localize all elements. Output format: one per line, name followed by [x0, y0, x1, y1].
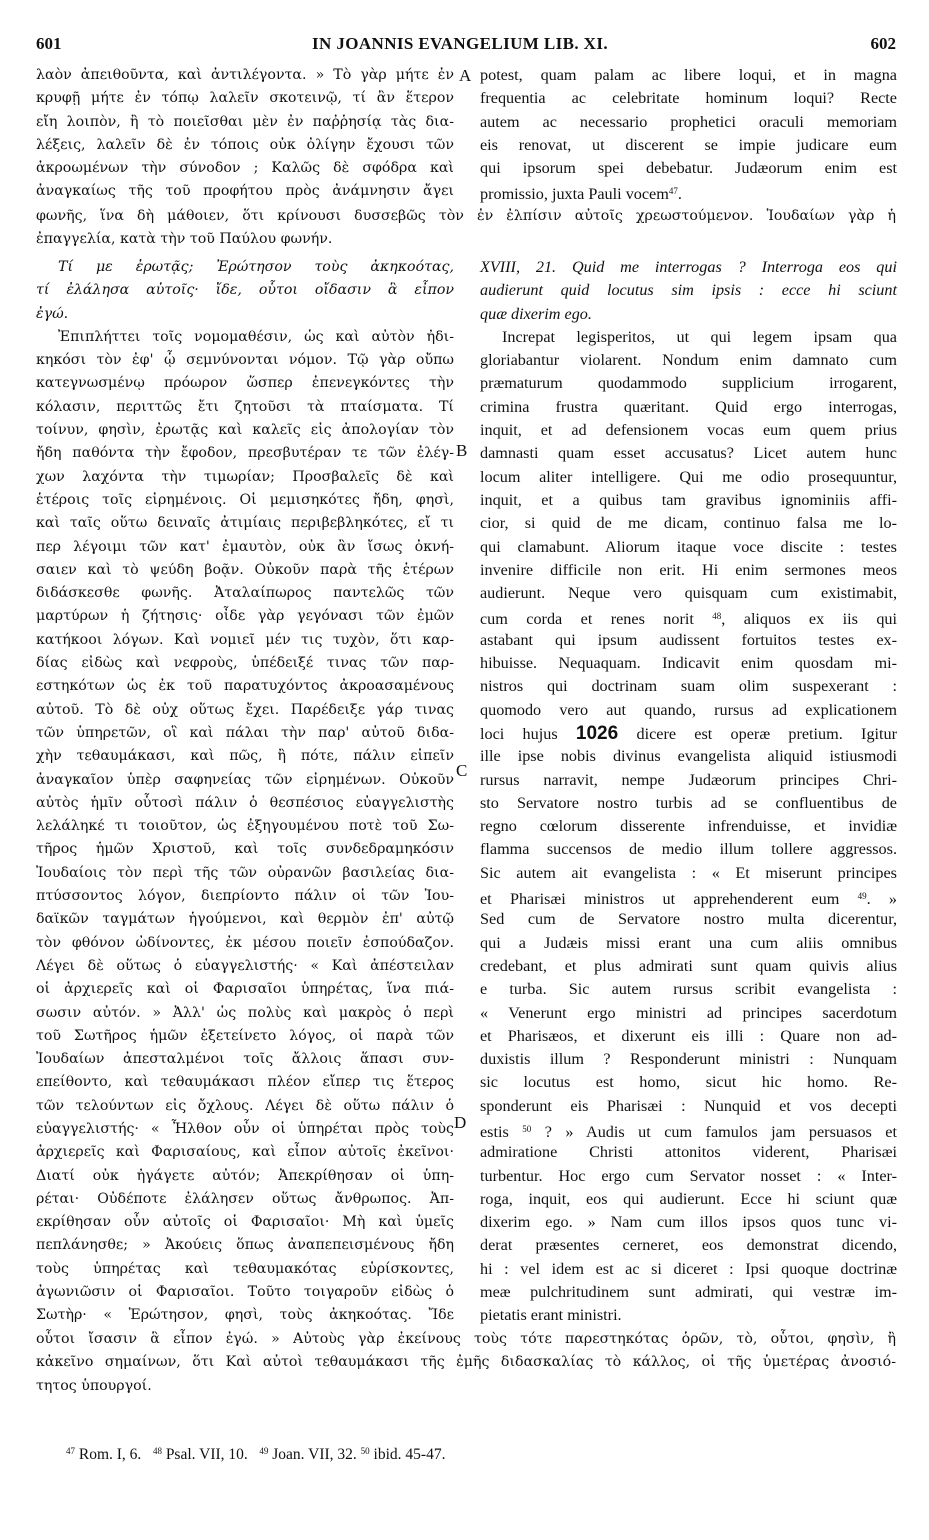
page-number-right: 602 — [870, 34, 896, 53]
latin-line — [480, 605, 897, 628]
latin-text: , aliquos ex iis qui — [721, 610, 898, 629]
greek-line: εὐαγγελιστής· « Ἦλθον οὖν οἱ ὑπηρέται πρὸς τοὺς — [36, 1120, 454, 1137]
footnote-text: ibid. 45-47. — [373, 1446, 446, 1463]
latin-line: rursus narravit, nempe Judæorum principes Chri- — [480, 770, 897, 789]
page-number-left: 601 — [36, 34, 62, 53]
greek-line: πτύσσοντος λόγον, διεπρίοντο πάλιν οἱ τῶν Ἰου- — [36, 888, 454, 905]
latin-line: sto Servatore nostro turbis ad se confluentibus de — [480, 793, 897, 812]
greek-line: φωνῆς, ἵνα δὴ μάθοιεν, ὅτι κρίνουσι δυσσεβῶς τὸν ἐν ἐλπίσιν αὐτοῖς χρεωστούμενον. Ἰουδαίων γὰρ ἡ — [36, 208, 896, 224]
greek-line: λελάληκέ τι τοιοῦτον, ὡς ἐξηγουμένου ποτὲ τοῦ Σω- — [36, 818, 454, 835]
column-number: 1026 — [575, 722, 619, 744]
greek-line: πεπλάνησθε; » Ἀκούεις ὅπως ἀναπεπεισμένους ἤδη — [36, 1237, 454, 1254]
latin-line: qui ipsorum spei debebatur. Judæorum enim est — [480, 159, 897, 178]
latin-lemma: quæ dixerim ego. — [480, 304, 592, 323]
greek-line: τοὺς ὑπηρέτας καὶ τεθαυμακότας εὑρίσκοντες, — [36, 1260, 454, 1277]
greek-line: ἀκροωμένων τὴν σύνοδον ; Καλῶς δὲ σφόδρα καὶ — [36, 160, 454, 177]
greek-line: σαιεν καὶ τὸ ψεύδη βοᾷν. Οὐκοῦν παρὰ τῆς ἑτέρων — [36, 561, 454, 578]
greek-line: αὐτὸς ἡμῖν οὗτοσὶ πάλιν ὁ θεσπέσιος εὐαγγελιστὴς — [36, 794, 454, 811]
greek-line: λέξεις, λαλεῖν δὲ ἐν τόποις οὐκ ὀλίγην ἔχουσι τῶν — [36, 136, 454, 153]
greek-lemma: τί ἐλάλησα αὐτοῖς· ἴδε, οὗτοι οἴδασιν ἃ εἶπον — [36, 282, 454, 299]
latin-text: . » — [866, 890, 898, 909]
greek-line: εἴη λοιπὸν, ἢ τὸ ποιεῖσθαι μὲν ἐν παῤῥησίᾳ τὰς δια- — [36, 113, 454, 130]
greek-line: περ λέγοιμι τῶν κατ' ἐμαυτὸν, οὐκ ἂν ἴσως ὀκνή- — [36, 538, 454, 555]
latin-line: qui a Judæis missi erant una cum aliis omnibus — [480, 933, 897, 952]
latin-line: regno cœlorum disserente infrenduisse, et invidiæ — [480, 817, 897, 836]
latin-text: estis — [480, 1122, 509, 1141]
latin-text: dicere est operæ pretium. Igitur — [636, 724, 898, 743]
latin-line: inquit, et a quibus tam gravibus ignominiis affi- — [480, 490, 897, 509]
greek-line: Ἰουδαίων ἀπεσταλμένοι τοῖς ἄλλοις ἅπασι συν- — [36, 1051, 454, 1068]
latin-line: roga, inquit, eos qui audierunt. Ecce hi sciunt quæ — [480, 1189, 897, 1208]
greek-lemma: ἐγώ. — [36, 305, 69, 322]
greek-line: οἱ ἀρχιερεῖς καὶ οἱ Φαρισαῖοι ὑπηρέτας, ἵνα πιά- — [36, 981, 454, 998]
greek-line: κρυφῇ μήτε ἐν τόπῳ λαλεῖν σκοτεινῷ, τί ἂν ἕτερον — [36, 90, 454, 107]
latin-line: hibuisse. Nequaquam. Indicavit enim quosdam mi- — [480, 654, 897, 673]
greek-line: εστηκότων ὡς ἐκ τοῦ παρατυχόντος ἀκροασαμένους — [36, 678, 454, 695]
latin-line: præmaturum quodammodo supplicium irrogarent, — [480, 374, 897, 393]
latin-line: e turba. Sic autem rursus scribit evangelista : — [480, 980, 897, 999]
greek-line: λαὸν ἀπειθοῦντα, καὶ ἀντιλέγοντα. » Τὸ γὰρ μήτε ἐν — [36, 67, 454, 83]
latin-line — [480, 1118, 897, 1141]
latin-line: sponderunt eis Pharisæi : Nunquid et vos decepti — [480, 1096, 897, 1115]
footnote-text: Joan. VII, 32. — [272, 1446, 357, 1463]
latin-line: Increpat legisperitos, ut qui legem ipsam qua — [502, 327, 897, 346]
greek-line: ἐπαγγελία, κατὰ τὴν τοῦ Παύλου φωνήν. — [36, 231, 333, 248]
greek-column-top — [36, 64, 454, 204]
greek-line: ἀναγκαίως τῆς τοῦ προφήτου πρὸς ἀνάμνησιν ἄγει — [36, 183, 454, 200]
latin-line: audierunt. Neque vero quisquam cum existimabit, — [480, 584, 897, 603]
greek-line: τοῦ Σωτῆρος ἡμῶν ἐξετείνετο λόγος, οἱ παρὰ τῶν — [36, 1027, 454, 1044]
latin-line: astabant qui ipsum audissent fortuitos testes ex- — [480, 630, 897, 649]
greek-line: κατήκοοι λόγων. Καὶ νομιεῖ μέν τις τυχὸν, ὅτι καρ- — [36, 631, 454, 648]
margin-marker-c: C — [456, 761, 468, 780]
latin-line: admiratione Christi attonitos viderent, Pharisæi — [480, 1143, 897, 1162]
latin-text: et Pharisæi ministros ut apprehenderent eum — [480, 890, 840, 909]
greek-line: καὶ ταῖς οὕτω δειναῖς ἀτιμίαις περιβεβληκότες, εἴ τι — [36, 515, 454, 532]
latin-line: ille ipse nobis divinus evangelista aliquid istiusmodi — [480, 747, 897, 766]
latin-line: meæ pulchritudinem sunt admirati, qui vestræ im- — [480, 1283, 897, 1302]
greek-line: ρέται· Οὐδέποτε ἐλάλησεν οὕτως ἄνθρωπος. Ἀπ- — [36, 1190, 454, 1207]
latin-line: nistros qui doctrinam suam olim suspexerant : — [480, 677, 897, 696]
latin-lemma: audierunt quid locutus sim ipsis : ecce hi sciunt — [480, 281, 897, 300]
latin-line: frequentia ac celebritate hominum loqui? Recte — [480, 89, 897, 108]
greek-line: τῶν τελούντων εἰς ὄχλους. Λέγει δὲ οὕτω πάλιν ὁ — [36, 1097, 454, 1114]
latin-line: inquit, et ad defensionem vocas eum quem prius — [480, 421, 897, 440]
greek-line: σωσιν αὐτόν. » Ἀλλ' ὡς πολὺς καὶ μακρὸς ὁ περὶ — [36, 1004, 454, 1021]
greek-line: Ἐπιπλήττει τοῖς νομομαθέσιν, ὡς καὶ αὐτὸν ἠδι- — [58, 328, 454, 345]
greek-line: κόλασιν, περιττῶς ἔτι ζητοῦσι τὰ πταίσματα. Τί — [36, 398, 454, 415]
latin-line: dixerim ego. » Nam cum illos ipsos quos tunc vi- — [480, 1213, 897, 1232]
greek-line: κηκόσι τὸν ἐφ' ᾧ σεμνύνονται νόμον. Τῷ γὰρ οὔπω — [36, 352, 454, 369]
greek-line: δαϊκῶν ταγμάτων ἡγούμενοι, καὶ θερμὸν ἐπ' αὐτῷ — [36, 911, 454, 928]
greek-line: δίας εἰδὼς καὶ νεφροὺς, ὑπέδειξέ τινας τῶν παρ- — [36, 655, 454, 672]
latin-line: Sic autem ait evangelista : « Et miserunt principes — [480, 863, 897, 882]
latin-line: autem ac necessario prophetici oraculi memoriam — [480, 112, 897, 131]
latin-line: crimina frustra quæritant. Quid ergo interrogas, — [480, 397, 897, 416]
latin-column-main — [480, 256, 897, 1328]
margin-marker-a: A — [459, 66, 472, 85]
running-title: IN JOANNIS EVANGELIUM LIB. XI. — [312, 34, 609, 53]
greek-line: επείθοντο, καὶ τεθαυμάκασι πλέον εἴπερ τις ἕτερος — [36, 1074, 454, 1091]
greek-line: χὴν τεθαυμάκασι, καὶ πῶς, ἢ πότε, πάλιν εἰπεῖν — [36, 748, 454, 765]
footnote-number: 50 — [360, 1446, 370, 1456]
greek-line: εκρίθησαν οὖν αὐτοῖς οἱ Φαρισαῖοι· Μὴ καὶ ὑμεῖς — [36, 1214, 454, 1231]
footnotes — [66, 1446, 866, 1472]
latin-line: flamma succensos de medio illum tollere aggressos. — [480, 840, 897, 859]
greek-line: αὐτοῦ. Τὸ δὲ οὐχ οὕτως ἔχει. Παρέδειξε γάρ τινας — [36, 701, 454, 718]
latin-line: hi : vel idem est ac si diceret : Ipsi quoque doctrinæ — [480, 1259, 897, 1278]
latin-line: sic locutus est homo, sicut hic homo. Re- — [480, 1073, 897, 1092]
latin-lemma: XVIII, 21. Quid me interrogas ? Interroga eos qui — [480, 258, 897, 276]
greek-line: κἀκεῖνο σημαίνων, ὅτι Καὶ αὐτοὶ τεθαυμάκασι τῆς ἐμῆς διδασκαλίας τὸ κάλλος, οἱ τῆς ὑμετέρας ἀνοσιό- — [36, 1354, 896, 1371]
greek-line: ἤδη παθόντα τὴν ἔφοδον, πρεσβυτέραν τε τῶν ἐλέγ- — [36, 445, 454, 462]
latin-column-top — [480, 64, 897, 204]
latin-line: credebant, et plus admirati sunt quam quivis alius — [480, 956, 897, 975]
latin-line: « Venerunt ergo ministri ad principes sacerdotum — [480, 1003, 897, 1022]
greek-line: Ἰουδαίοις τὸν περὶ τῆς τῶν οὐρανῶν βασιλείας δια- — [36, 864, 454, 881]
latin-line: gloriabantur violarent. Nondum enim damnato cum — [480, 351, 897, 370]
margin-marker-b: B — [456, 441, 468, 460]
greek-line: κατεγνωσμένῳ πρόωρον ὥσπερ ἐπενεγκόντες τὴν — [36, 375, 454, 392]
footnote-number: 47 — [66, 1446, 75, 1456]
greek-line: μαρτύρων ἡ ζήτησις· οἶδε γὰρ γεγόνασι τῶν ἐμῶν — [36, 608, 454, 625]
latin-line: promissio, juxta Pauli vocem$^{47}$. — [480, 185, 682, 204]
latin-line: eis renovat, ut discerent se impie judicare eum — [480, 135, 897, 154]
footnote-text: Psal. VII, 10. — [165, 1446, 248, 1463]
latin-line — [480, 722, 897, 745]
greek-line: Σωτὴρ· « Ἐρώτησον, φησὶ, τοὺς ἀκηκοότας. Ἴδε — [36, 1307, 454, 1324]
greek-fullwidth-1 — [36, 205, 896, 252]
latin-text: ? » Audis ut cum famulos jam persuasos et — [531, 1122, 897, 1141]
margin-marker-d: D — [454, 1113, 467, 1132]
footnote-ref: 47 — [668, 186, 678, 197]
latin-text: loci hujus — [480, 724, 558, 743]
latin-line: qui clamabunt. Aliorum itaque voce discite : testes — [480, 537, 897, 556]
latin-text: promissio, juxta Pauli vocem — [480, 185, 669, 204]
greek-line: τῶν ὑπηρετῶν, οἳ καὶ πάλαι τὴν παρ' αὐτοῦ διδα- — [36, 724, 454, 741]
greek-line: οὗτοι ἴσασιν ἃ εἶπον ἐγώ. » Αὐτοὺς γὰρ ἐκείνους τοὺς τότε παρεστηκότας ὁρῶν, τὸ, οὗτοι, φησὶν, ἢ — [36, 1331, 896, 1347]
latin-text: cum corda et renes norit — [480, 610, 694, 629]
greek-fullwidth-2 — [36, 1328, 896, 1398]
latin-line: cior, si quid de me dicam, continuo falsa me lo- — [480, 514, 897, 533]
latin-line: derat præsentes cerneret, eos demonstrat dicendo, — [480, 1236, 897, 1255]
latin-line: quomodo vero aut quando, rursus ad explicationem — [480, 700, 897, 719]
greek-line: ἀρχιερεῖς καὶ Φαρισαίους, καὶ εἶπον αὐτοῖς ἐκεῖνοι· — [36, 1144, 454, 1161]
latin-line: locum aliter intelligere. Qui me odio prosequuntur, — [480, 467, 897, 486]
greek-line: χων λαχόντα τὴν τιμωρίαν; Προσβαλεῖς δὲ καὶ — [36, 468, 454, 485]
latin-line: turbentur. Hoc ergo cum Servator nosset : « Inter- — [480, 1166, 897, 1185]
latin-line: et Pharisæos, et dixerunt eis illi : Quare non ad- — [480, 1026, 897, 1045]
greek-line: τῆρος ἡμῶν Χριστοῦ, καὶ τοῖς συνδεδραμηκόσιν — [36, 841, 454, 858]
greek-line: τὸν φθόνον ὠδίνοντες, ἐκ μέσου ποιεῖν ἐσπούδαζον. — [36, 934, 454, 951]
footnote-ref: 50 — [522, 1123, 532, 1134]
greek-line: Διατί οὐκ ἠγάγετε αὐτόν; Ἀπεκρίθησαν οἱ ὑπη- — [36, 1167, 454, 1184]
greek-line: Λέγει δὲ οὕτως ὁ εὐαγγελιστής· « Καὶ ἀπέστειλαν — [36, 957, 454, 974]
greek-lemma: Τί με ἐρωτᾷς; Ἐρώτησον τοὺς ἀκηκοότας, — [58, 259, 454, 275]
footnote-ref: 49 — [857, 891, 867, 902]
latin-line: damnasti quam esset accusatus? Licet autem hunc — [480, 444, 897, 463]
latin-line: invenire difficile non erit. Hi enim sermones meos — [480, 560, 897, 579]
footnote-number: 49 — [259, 1446, 269, 1456]
footnote-ref: 48 — [712, 611, 722, 622]
greek-line: ἀναγκαῖον ὑπὲρ σαφηνείας τῶν εἰρημένων. Οὐκοῦν — [36, 771, 454, 788]
latin-line — [480, 885, 897, 908]
greek-line: ἀγωνιῶσιν οἱ Φαρισαῖοι. Τοῦτο τοιγαροῦν εἰδὼς ὁ — [36, 1284, 454, 1301]
greek-line: διδάσκεσθε φωνῆς. Ἀταλαίπωρος παντελῶς τῶν — [36, 585, 454, 602]
greek-line: ἑτέροις τοῖς εἰρημένοις. Οἱ μεμισηκότες ἤδη, φησὶ, — [36, 491, 454, 508]
latin-line: duxistis illum ? Responderunt ministri : Nunquam — [480, 1050, 897, 1069]
footnote-text: Rom. I, 6. — [78, 1446, 142, 1463]
latin-line: Sed cum de Servatore nostro multa dicerentur, — [480, 910, 897, 929]
greek-line: τοίνυν, φησὶν, ἐρωτᾷς καὶ καλεῖς εἰς ἀπολογίαν τὸν — [36, 422, 454, 439]
latin-line: pietatis erant ministri. — [480, 1306, 622, 1325]
page-header — [36, 34, 896, 58]
greek-column-main — [36, 256, 454, 1328]
latin-line: potest, quam palam ac libere loqui, et in magna — [480, 66, 897, 84]
greek-line: τητος ὑπουργοί. — [36, 1377, 152, 1394]
footnote-number: 48 — [152, 1446, 162, 1456]
